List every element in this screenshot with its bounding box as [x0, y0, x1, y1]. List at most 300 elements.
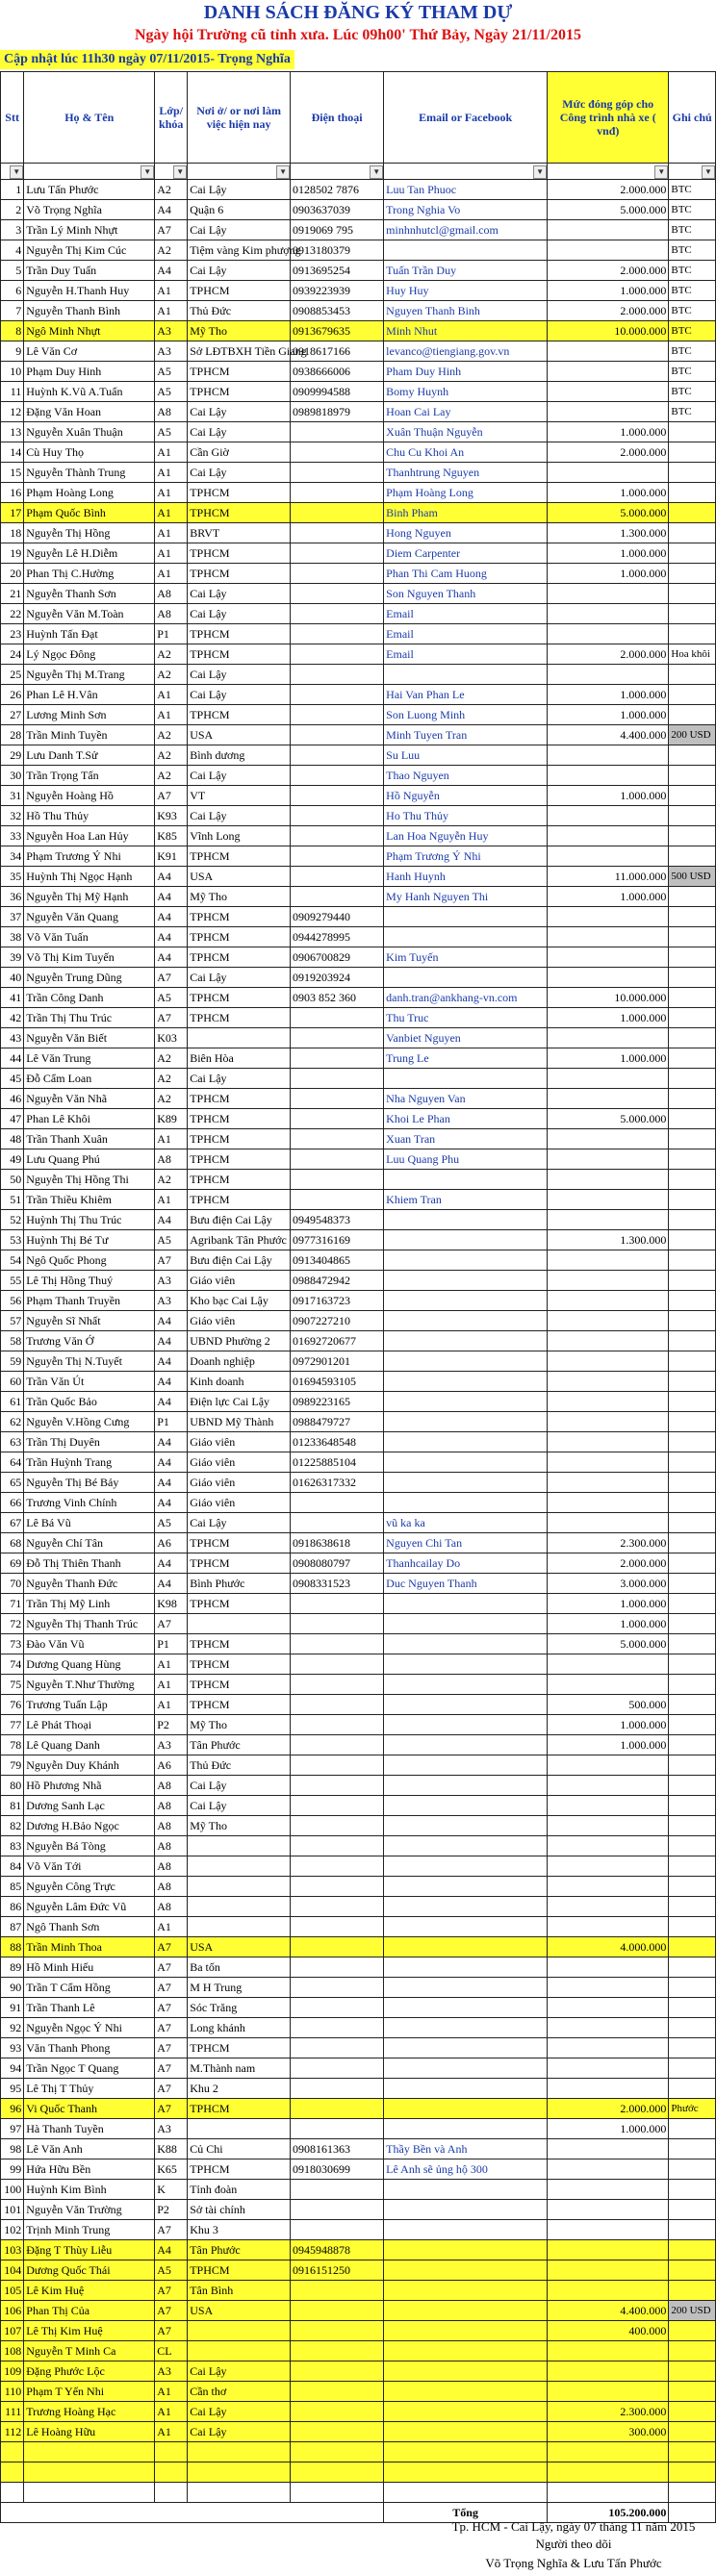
row-class: A2	[155, 180, 188, 200]
row-location	[188, 1836, 291, 1856]
blank-cell	[291, 2462, 384, 2483]
row-name: Võ Văn Tới	[24, 1856, 155, 1877]
row-note	[669, 1109, 716, 1129]
row-email	[384, 1311, 548, 1331]
table-footer	[1, 2442, 716, 2523]
blank-cell	[155, 2483, 188, 2503]
row-note: 200 USD	[669, 2301, 716, 2321]
row-name: Phạm Thanh Truyền	[24, 1291, 155, 1311]
row-name: Đào Văn Vũ	[24, 1634, 155, 1654]
page-title: DANH SÁCH ĐĂNG KÝ THAM DỰ	[203, 2, 513, 23]
row-stt: 53	[1, 1230, 24, 1250]
row-contribution	[548, 2180, 669, 2200]
row-phone: 01692720677	[291, 1331, 384, 1351]
row-email: Nguyen Thanh Binh	[384, 301, 548, 321]
row-location: Biên Hòa	[188, 1048, 291, 1069]
row-contribution: 1.000.000	[548, 1715, 669, 1735]
row-email	[384, 1998, 548, 2018]
row-contribution	[548, 1897, 669, 1917]
row-stt: 57	[1, 1311, 24, 1331]
row-class: A7	[155, 786, 188, 806]
row-name: Huỳnh Kim Bình	[24, 2180, 155, 2200]
row-phone	[291, 483, 384, 503]
row-name: Lê Văn Anh	[24, 2139, 155, 2159]
row-stt: 95	[1, 2079, 24, 2099]
row-note: BTC	[669, 261, 716, 281]
row-name: Võ Thị Kim Tuyến	[24, 947, 155, 968]
row-stt: 28	[1, 725, 24, 745]
row-phone	[291, 1877, 384, 1897]
row-note	[669, 1594, 716, 1614]
row-stt: 5	[1, 261, 24, 281]
dropdown-arrow-icon[interactable]: ▼	[654, 165, 668, 179]
row-contribution: 2.000.000	[548, 2099, 669, 2119]
row-email	[384, 1917, 548, 1937]
table-row	[1, 1250, 716, 1271]
header-row	[1, 72, 716, 164]
row-stt: 101	[1, 2200, 24, 2220]
table-row	[1, 2240, 716, 2260]
row-stt: 78	[1, 1735, 24, 1755]
table-row	[1, 665, 716, 685]
filter-cell	[155, 164, 188, 180]
row-location: TPHCM	[188, 483, 291, 503]
row-note	[669, 988, 716, 1008]
row-note	[669, 1897, 716, 1917]
row-location	[188, 1614, 291, 1634]
table-row	[1, 1311, 716, 1331]
row-class: A3	[155, 1291, 188, 1311]
row-location: TPHCM	[188, 927, 291, 947]
row-location: Củ Chi	[188, 2139, 291, 2159]
row-phone	[291, 2321, 384, 2341]
table-row	[1, 1432, 716, 1452]
row-location: Cai Lậy	[188, 1069, 291, 1089]
row-note	[669, 1089, 716, 1109]
header-stt: Stt	[1, 72, 24, 164]
row-contribution: 1.000.000	[548, 1008, 669, 1028]
row-email	[384, 2200, 548, 2220]
row-name: Hồ Phương Nhã	[24, 1776, 155, 1796]
row-location: TPHCM	[188, 382, 291, 402]
row-email	[384, 2402, 548, 2422]
row-location: Giáo viên	[188, 1311, 291, 1331]
row-location	[188, 2119, 291, 2139]
row-stt: 96	[1, 2099, 24, 2119]
row-class: A8	[155, 584, 188, 604]
table-row	[1, 220, 716, 240]
row-contribution: 4.400.000	[548, 725, 669, 745]
row-location: Tân Phước	[188, 2240, 291, 2260]
blank-cell	[1, 2483, 24, 2503]
row-class: A1	[155, 503, 188, 523]
row-stt: 32	[1, 806, 24, 826]
row-note: BTC	[669, 281, 716, 301]
blank-cell	[384, 2442, 548, 2462]
row-name: Nguyễn Thị Hồng Thi	[24, 1170, 155, 1190]
row-phone	[291, 2220, 384, 2240]
table-row	[1, 644, 716, 665]
row-email: Hanh Huynh	[384, 867, 548, 887]
row-stt: 41	[1, 988, 24, 1008]
row-email	[384, 2018, 548, 2038]
row-name: Nguyễn T.Như Thường	[24, 1675, 155, 1695]
row-note	[669, 1614, 716, 1634]
row-contribution	[548, 2240, 669, 2260]
row-class: A7	[155, 2018, 188, 2038]
row-class: A7	[155, 2058, 188, 2079]
row-stt: 21	[1, 584, 24, 604]
row-contribution	[548, 2341, 669, 2361]
table-row	[1, 1392, 716, 1412]
row-stt: 80	[1, 1776, 24, 1796]
row-name: Dương Sanh Lạc	[24, 1796, 155, 1816]
row-contribution: 1.000.000	[548, 281, 669, 301]
row-name: Nguyễn Văn Trường	[24, 2200, 155, 2220]
row-location	[188, 1877, 291, 1897]
row-phone	[291, 564, 384, 584]
row-stt: 54	[1, 1250, 24, 1271]
row-phone: 0918030699	[291, 2159, 384, 2180]
row-email: Trong Nghia Vo	[384, 200, 548, 220]
row-location: Cần Giờ	[188, 442, 291, 463]
row-class: A3	[155, 2119, 188, 2139]
row-email: Nha Nguyen Van	[384, 1089, 548, 1109]
row-name: Trần Minh Thoa	[24, 1937, 155, 1957]
row-email: Hai Van Phan Le	[384, 685, 548, 705]
row-name: Nguyễn Thị Kim Cúc	[24, 240, 155, 261]
row-phone: 0918617166	[291, 341, 384, 362]
row-class: K93	[155, 806, 188, 826]
row-class: A8	[155, 1836, 188, 1856]
row-note	[669, 624, 716, 644]
row-stt: 39	[1, 947, 24, 968]
row-contribution	[548, 2260, 669, 2281]
table-row	[1, 1897, 716, 1917]
table-row	[1, 2402, 716, 2422]
row-note	[669, 2240, 716, 2260]
row-phone: 0919069 795	[291, 220, 384, 240]
row-contribution: 500.000	[548, 1695, 669, 1715]
row-name: Lý Ngọc Đông	[24, 644, 155, 665]
row-class: P2	[155, 1715, 188, 1735]
row-note	[669, 1170, 716, 1190]
table-row	[1, 1493, 716, 1513]
row-location: Giáo viên	[188, 1432, 291, 1452]
row-location: TPHCM	[188, 1129, 291, 1149]
row-class: A4	[155, 261, 188, 281]
table-row	[1, 846, 716, 867]
row-contribution	[548, 382, 669, 402]
row-class: A5	[155, 382, 188, 402]
row-stt: 30	[1, 766, 24, 786]
row-note	[669, 927, 716, 947]
row-class: A4	[155, 1331, 188, 1351]
row-stt: 76	[1, 1695, 24, 1715]
dropdown-arrow-icon[interactable]: ▼	[370, 165, 383, 179]
row-email: vũ ka ka	[384, 1513, 548, 1533]
row-class: A7	[155, 2321, 188, 2341]
dropdown-arrow-icon[interactable]: ▼	[533, 165, 547, 179]
blank-cell	[155, 2442, 188, 2462]
row-stt: 60	[1, 1372, 24, 1392]
row-phone	[291, 1190, 384, 1210]
table-row	[1, 1331, 716, 1351]
row-phone: 0908080797	[291, 1553, 384, 1574]
row-stt: 17	[1, 503, 24, 523]
row-phone: 0919203924	[291, 968, 384, 988]
row-name: Phạm Duy Hinh	[24, 362, 155, 382]
row-phone	[291, 705, 384, 725]
row-location: Cai Lậy	[188, 806, 291, 826]
row-email	[384, 1271, 548, 1291]
row-email: Chu Cu Khoi An	[384, 442, 548, 463]
row-name: Nguyễn Chí Tân	[24, 1533, 155, 1553]
row-location: TPHCM	[188, 1190, 291, 1210]
row-class: A1	[155, 301, 188, 321]
row-note	[669, 2180, 716, 2200]
row-location: TPHCM	[188, 2260, 291, 2281]
row-name: Nguyễn Hoa Lan Hủy	[24, 826, 155, 846]
row-email	[384, 1351, 548, 1372]
row-name: Lê Kim Huệ	[24, 2281, 155, 2301]
row-phone: 0988479727	[291, 1412, 384, 1432]
row-location: Cai Lậy	[188, 220, 291, 240]
row-stt: 23	[1, 624, 24, 644]
row-note	[669, 2260, 716, 2281]
row-email	[384, 927, 548, 947]
row-phone	[291, 1755, 384, 1776]
row-phone	[291, 2018, 384, 2038]
row-location: Cần thơ	[188, 2382, 291, 2402]
row-name: Nguyễn Thị Bé Bảy	[24, 1473, 155, 1493]
row-location: Vĩnh Long	[188, 826, 291, 846]
row-location: TPHCM	[188, 1594, 291, 1614]
row-note	[669, 1816, 716, 1836]
row-name: Trần Thị Duyên	[24, 1432, 155, 1452]
row-location: TPHCM	[188, 1109, 291, 1129]
row-stt: 82	[1, 1816, 24, 1836]
row-stt: 90	[1, 1978, 24, 1998]
table-row	[1, 1917, 716, 1937]
row-name: Nguyễn Thị Mỹ Hạnh	[24, 887, 155, 907]
row-class: P1	[155, 1412, 188, 1432]
row-note	[669, 1271, 716, 1291]
row-location: TPHCM	[188, 1149, 291, 1170]
dropdown-arrow-icon[interactable]: ▼	[173, 165, 187, 179]
row-contribution	[548, 1372, 669, 1392]
row-name: Lưu Tấn Phước	[24, 180, 155, 200]
row-note	[669, 564, 716, 584]
row-phone	[291, 2079, 384, 2099]
row-name: Trần Ngọc T Quang	[24, 2058, 155, 2079]
row-email: Email	[384, 604, 548, 624]
row-email	[384, 2180, 548, 2200]
table-row	[1, 1715, 716, 1735]
row-phone	[291, 806, 384, 826]
row-email	[384, 1452, 548, 1473]
row-contribution	[548, 1190, 669, 1210]
table-row	[1, 2079, 716, 2099]
row-stt: 20	[1, 564, 24, 584]
row-stt: 91	[1, 1998, 24, 2018]
dropdown-arrow-icon[interactable]: ▼	[276, 165, 290, 179]
row-location: Cai Lậy	[188, 766, 291, 786]
row-phone: 0913404865	[291, 1250, 384, 1271]
row-location	[188, 2321, 291, 2341]
row-contribution: 1.000.000	[548, 1594, 669, 1614]
blank-cell	[1, 2442, 24, 2462]
row-location: USA	[188, 1937, 291, 1957]
total-label: Tổng	[384, 2503, 548, 2523]
row-note	[669, 1452, 716, 1473]
row-contribution	[548, 1836, 669, 1856]
row-name: Lưu Danh T.Sử	[24, 745, 155, 766]
row-class: A3	[155, 321, 188, 341]
row-location: USA	[188, 2301, 291, 2321]
table-row	[1, 1291, 716, 1311]
row-note	[669, 1412, 716, 1432]
blank-cell	[291, 2483, 384, 2503]
row-class: A7	[155, 1937, 188, 1957]
row-email	[384, 2321, 548, 2341]
row-class: A4	[155, 1553, 188, 1574]
row-contribution	[548, 1473, 669, 1493]
row-phone	[291, 1654, 384, 1675]
row-class: A1	[155, 705, 188, 725]
row-stt: 86	[1, 1897, 24, 1917]
table-row	[1, 887, 716, 907]
row-email	[384, 968, 548, 988]
row-stt: 10	[1, 362, 24, 382]
row-phone	[291, 887, 384, 907]
row-location: Bình Phước	[188, 1574, 291, 1594]
row-name: Nguyễn Thanh Bình	[24, 301, 155, 321]
row-class: A8	[155, 1796, 188, 1816]
row-email	[384, 1291, 548, 1311]
row-class: P2	[155, 2200, 188, 2220]
row-contribution	[548, 1856, 669, 1877]
row-contribution	[548, 624, 669, 644]
row-stt: 87	[1, 1917, 24, 1937]
row-note	[669, 2281, 716, 2301]
table-row	[1, 362, 716, 382]
row-contribution	[548, 1210, 669, 1230]
row-contribution	[548, 1513, 669, 1533]
row-phone: 01233648548	[291, 1432, 384, 1452]
row-name: Nguyễn Thành Trung	[24, 463, 155, 483]
row-email: Binh Pham	[384, 503, 548, 523]
row-stt: 74	[1, 1654, 24, 1675]
row-phone	[291, 1836, 384, 1856]
row-email	[384, 2038, 548, 2058]
row-note	[669, 947, 716, 968]
row-phone	[291, 1069, 384, 1089]
row-contribution	[548, 745, 669, 766]
row-phone: 0903637039	[291, 200, 384, 220]
row-name: Huỳnh Thị Thu Trúc	[24, 1210, 155, 1230]
row-name: Lê Bá Vũ	[24, 1513, 155, 1533]
dropdown-arrow-icon[interactable]: ▼	[141, 165, 154, 179]
row-email	[384, 1634, 548, 1654]
row-location: UBND Mỹ Thành	[188, 1412, 291, 1432]
row-class: K65	[155, 2159, 188, 2180]
row-contribution: 4.400.000	[548, 2301, 669, 2321]
row-name: Phan Lê H.Vân	[24, 685, 155, 705]
row-name: Hồ Thu Thủy	[24, 806, 155, 826]
row-class: A2	[155, 745, 188, 766]
row-class: A3	[155, 1271, 188, 1291]
row-class: A2	[155, 1069, 188, 1089]
row-contribution: 1.000.000	[548, 564, 669, 584]
table-row	[1, 1028, 716, 1048]
row-email	[384, 1796, 548, 1816]
table-row	[1, 927, 716, 947]
row-name: Trần Minh Tuyền	[24, 725, 155, 745]
row-phone	[291, 1129, 384, 1149]
row-phone	[291, 503, 384, 523]
row-class: A7	[155, 2220, 188, 2240]
row-note	[669, 806, 716, 826]
row-email	[384, 1776, 548, 1796]
row-phone	[291, 442, 384, 463]
row-stt: 79	[1, 1755, 24, 1776]
row-contribution: 5.000.000	[548, 503, 669, 523]
table-row	[1, 2099, 716, 2119]
row-note	[669, 1069, 716, 1089]
header-class: Lớp/ khóa	[155, 72, 188, 164]
row-class: A4	[155, 1473, 188, 1493]
row-phone	[291, 665, 384, 685]
row-note	[669, 1856, 716, 1877]
row-contribution	[548, 665, 669, 685]
row-email: Pham Duy Hinh	[384, 362, 548, 382]
row-email	[384, 1877, 548, 1897]
row-class: A1	[155, 523, 188, 543]
row-email	[384, 1614, 548, 1634]
row-email: Thanhcailay Do	[384, 1553, 548, 1574]
blank-cell	[188, 2483, 291, 2503]
row-phone: 0913679635	[291, 321, 384, 341]
row-class: A4	[155, 1372, 188, 1392]
row-stt: 48	[1, 1129, 24, 1149]
row-stt: 11	[1, 382, 24, 402]
row-stt: 26	[1, 685, 24, 705]
dropdown-arrow-icon[interactable]: ▼	[10, 165, 23, 179]
table-row	[1, 1210, 716, 1230]
row-phone	[291, 1170, 384, 1190]
row-stt: 37	[1, 907, 24, 927]
row-stt: 64	[1, 1452, 24, 1473]
row-email: Bomy Huynh	[384, 382, 548, 402]
row-location: Cai Lậy	[188, 665, 291, 685]
row-name: Trần Quốc Bảo	[24, 1392, 155, 1412]
row-email: Huy Huy	[384, 281, 548, 301]
table-row	[1, 2321, 716, 2341]
row-location: Cai Lậy	[188, 604, 291, 624]
row-stt: 58	[1, 1331, 24, 1351]
row-location	[188, 1897, 291, 1917]
row-contribution	[548, 766, 669, 786]
table-row	[1, 1048, 716, 1069]
row-phone	[291, 1109, 384, 1129]
row-class: A5	[155, 1230, 188, 1250]
table-row	[1, 705, 716, 725]
dropdown-arrow-icon[interactable]: ▼	[702, 165, 715, 179]
filter-cell	[188, 164, 291, 180]
row-phone	[291, 2058, 384, 2079]
signature-place-date: Tp. HCM - Cai Lậy, ngày 07 tháng 11 năm 2015	[451, 2519, 696, 2534]
